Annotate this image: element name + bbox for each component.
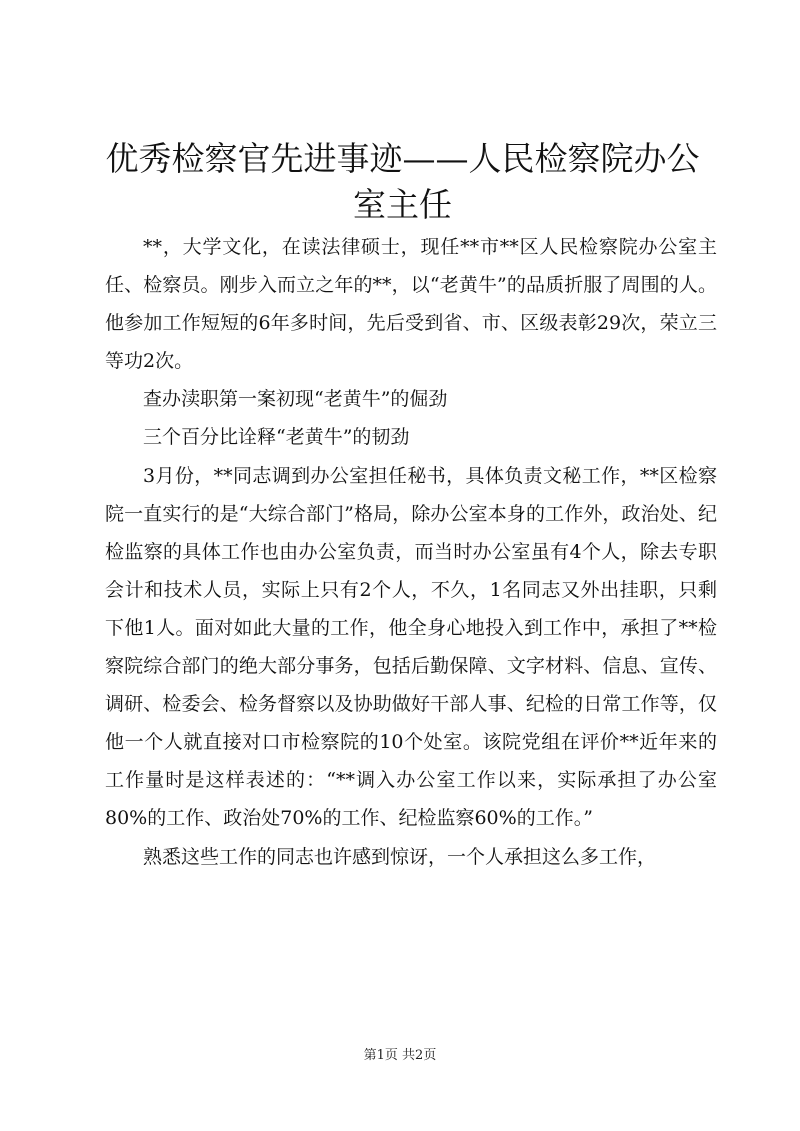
paragraph-intro: **，大学文化，在读法律硕士，现任**市**区人民检察院办公室主任、检察员。刚步入而立之年的**，以“老黄牛”的品质折服了周围的人。他参加工作短短的6年多时间，先后受到省、市、区级表彰29次，荣立三等功2次。: [105, 236, 717, 373]
section-heading-1: 查办渎职第一案初现“老黄牛”的倔劲: [143, 388, 448, 411]
page-footer: 第1页 共2页: [363, 1048, 437, 1063]
document-title: 优秀检察官先进事迹——人民检察院办公室主任: [105, 139, 700, 224]
paragraph-continuation: 熟悉这些工作的同志也许感到惊讶，一个人承担这么多工作，: [143, 845, 657, 868]
section-heading-2: 三个百分比诠释“老黄牛”的韧劲: [143, 426, 410, 449]
document-body: [105, 228, 717, 876]
paragraph-workload: 3月份，**同志调到办公室担任秘书，具体负责文秘工作，**区检察院一直实行的是“大综合部门”格局，除办公室本身的工作外，政治处、纪检监察的具体工作也由办公室负责，而当时办公室虽有4个人，除去专职会计和技术人员，实际上只有2个人，不久，1名同志又外出挂职，只剩下他1人。面对如此大量的工作，他全身心地投入到工作中，承担了**检察院综合部门的绝大部分事务，包括后勤保障、文字材料、信息、宣传、调研、检委会、检务督察以及协助做好干部人事、纪检的日常工作等，仅他一个人就直接对口市检察院的10个处室。该院党组在评价**近年来的工作量时是这样表述的：“**调入办公室工作以来，实际承担了办公室80%的工作、政治处70%的工作、纪检监察60%的工作。”: [105, 464, 717, 830]
